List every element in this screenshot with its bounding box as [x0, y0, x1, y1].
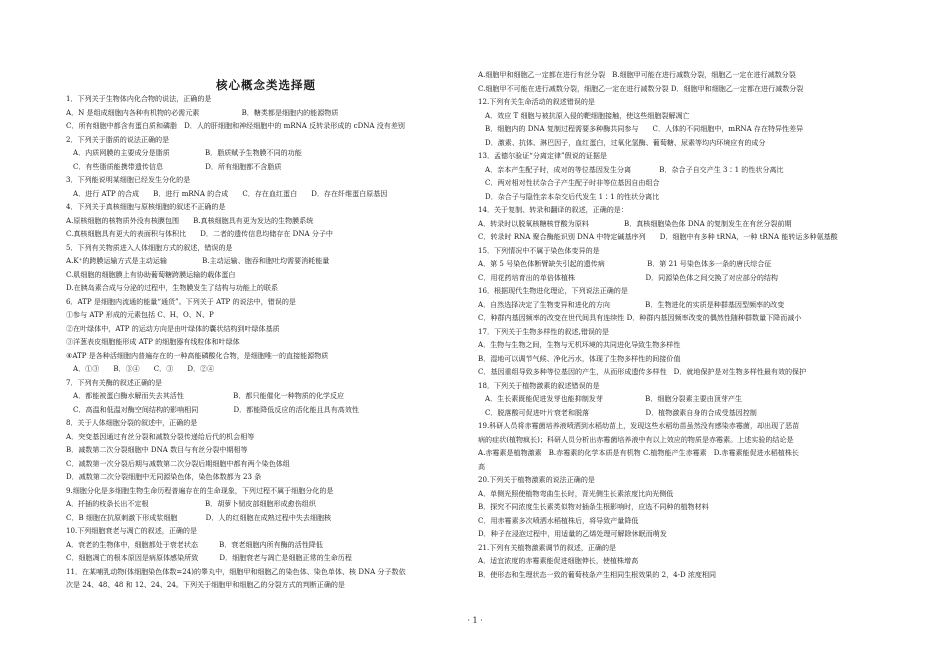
left-text-line: C．B 细胞在抗原刺激下形成浆细胞 D．人的红细胞在成熟过程中失去细胞核: [66, 512, 332, 522]
right-text-line: A．第 5 号染色体断臂缺失引起的遗传病 B．第 21 号染色体多一条的唐氏综合征: [478, 259, 772, 268]
left-text-line: ①参与 ATP 形成的元素包括 C、H、O、N、P: [66, 310, 214, 319]
right-text-line: 16．根据现代生物进化理论，下列说法正确的是: [478, 286, 628, 295]
right-text-line: C．转录时 RNA 聚合酶能识别 DNA 中特定碱基序列 D．细胞中有多种 tRNA，一种 tRNA 能转运多种氨基酸: [478, 232, 838, 241]
right-text-line: 病的症状(植物疯长)；科研人员分析出赤霉菌培养液中有以上效应的物质是赤霉素。上述实验的结论是: [478, 434, 794, 444]
document-title: 核心概念类选择题: [216, 78, 316, 92]
left-text-line: 6．ATP 是细胞内流通的能量“通货”。下列关于 ATP 的说法中，错误的是: [66, 296, 296, 306]
left-text-line: A．进行 ATP 的合成 B．进行 mRNA 的合成 C．存在血红蛋白 D．存在纤维蛋白原基因: [66, 188, 388, 198]
right-text-line: D．杂合子与隐性亲本杂交后代发生 1∶1 的性状分离比: [478, 191, 660, 201]
left-text-line: A．N 是组成细胞内各种有机物的必需元素 B．糖类都是细胞内的能源物质: [66, 107, 339, 117]
right-text-line: 20.下列关于植物激素的说法正确的是: [478, 475, 595, 484]
right-text-line: B．使形态和生理状态一致的葡萄枝条产生相同生根效果的 2，4-D 浓度相同: [478, 569, 717, 579]
left-text-line: C．高温和低温对酶空间结构的影响相同 D．都能降低反应的活化能且具有高效性: [66, 404, 359, 414]
right-text-line: C．基因重组导致多种等位基因的产生，从而形成遗传多样性 D．就地保护是对生物多样性最有效的保护: [478, 367, 807, 376]
left-text-line: A．衰老的生物体中，细胞都处于衰老状态 B．衰老细胞内所有酶的活性降低: [66, 539, 323, 549]
left-text-line: 5．下列有关物质进入人体细胞方式的叙述，错误的是: [66, 242, 233, 252]
right-text-line: 18．下列关于植物激素的叙述错误的是: [478, 380, 600, 390]
left-text-line: A．都能被蛋白酶水解而失去其活性 B．都只能催化一种物质的化学反应: [66, 391, 345, 400]
left-text-line: D.在胰岛素合成与分泌的过程中，生物膜发生了结构与功能上的联系: [66, 283, 278, 292]
left-text-line: C．细胞凋亡的根本原因是病原体感染所致 D．细胞衰老与凋亡是细胞正常的生命历程: [66, 553, 352, 562]
left-text-line: 9.细胞分化是多细胞生物生命历程普遍存在的生命现象，下列过程不属于细胞分化的是: [66, 485, 334, 495]
left-text-line: 10.下列细胞衰老与凋亡的叙述，正确的是: [66, 526, 198, 535]
left-text-line: C．减数第一次分裂后期与减数第二次分裂后期细胞中都有两个染色体组: [66, 458, 290, 468]
right-text-line: 17．下列关于生物多样性的叙述,错误的是: [478, 326, 610, 336]
right-text-line: 高: [478, 461, 486, 471]
left-text-line: 3．下列能说明某细胞已经发生分化的是: [66, 175, 191, 184]
right-text-line: A．适宜浓度的赤霉素能促进细胞伸长，使植株增高: [478, 556, 639, 565]
right-text-line: A．转录时以脱氧核糖核苷酸为原料 B．真核细胞染色体 DNA 的复制发生在有丝分裂前期: [478, 218, 792, 228]
left-text-line: A．扦插的枝条长出不定根 B．胡萝卜韧皮部细胞形成愈伤组织: [66, 499, 316, 508]
right-text-line: C．用花药培育出的单倍体植株 D．同源染色体之间交换了对应部分的结构: [478, 272, 778, 282]
left-text-line: A.原核细胞的核物质外没有核膜包围 B.真核细胞具有更为发达的生物膜系统: [66, 215, 314, 225]
right-text-line: C.细胞甲不可能在进行减数分裂，细胞乙一定在进行减数分裂 D．细胞甲和细胞乙一定都在进行减数分裂: [478, 83, 804, 93]
left-text-line: 11．在某哺乳动物(体细胞染色体数=24)的睾丸中，细胞甲和细胞乙的染色体、染色单体、核 DNA 分子数依: [66, 566, 406, 576]
right-text-line: A．亲本产生配子时，成对的等位基因发生分离 B．杂合子自交产生 3∶1 的性状分离比: [478, 164, 784, 174]
left-text-line: A．内质网膜的主要成分是脂质 B．脂质赋予生物膜不同的功能: [66, 148, 302, 157]
left-text-line: 次是 24、48、48 和 12、24、24。下列关于细胞甲和细胞乙的分裂方式的判断正确的是: [66, 580, 345, 589]
left-text-line: 4．下列关于真核细胞与原核细胞的叙述不正确的是: [66, 202, 226, 211]
left-text-line: ④ATP 是各种活细胞内普遍存在的一种高能磷酸化合物，是细胞唯一的直接能源物质: [66, 350, 329, 360]
right-text-line: A.赤霉素是植物激素 B.赤霉素的化学本质是有机物 C.植物能产生赤霉素 D.赤霉素能促进水稻植株长: [478, 448, 799, 457]
left-text-line: A．①③ B．③④ C．③ D．②④: [66, 364, 215, 373]
right-text-line: A．自然选择决定了生物变异和进化的方向 B．生物进化的实质是种群基因型频率的改变: [478, 299, 785, 309]
right-text-line: A．生物与生物之间，生物与无机环境的共同进化导致生物多样性: [478, 340, 681, 349]
left-text-line: B．减数第二次分裂细胞中 DNA 数目与有丝分裂中期相等: [66, 445, 248, 454]
left-text-line: 1．下列关于生物体内化合物的说法，正确的是: [66, 94, 212, 103]
right-text-line: A．生长素既能促进发芽也能抑制发芽 B．细胞分裂素主要由顶芽产生: [478, 394, 742, 403]
right-text-line: C．脱落酸可促进叶片衰老和脱落 D．植物激素自身的合成受基因控制: [478, 407, 757, 417]
right-text-line: D．种子在浸泡过程中，用适量的乙烯处理可解除休眠而萌发: [478, 529, 667, 538]
right-text-line: A．单侧光照使植物弯曲生长时，背光侧生长素浓度比向光侧低: [478, 488, 674, 498]
page-number: · 1 ·: [467, 616, 483, 625]
right-text-line: 12.下列有关生命活动的叙述错误的是: [478, 97, 595, 106]
left-text-line: 7．下列有关酶的叙述正确的是: [66, 377, 163, 387]
right-text-line: 19.科研人员将赤霉菌培养液喷洒到水稻幼苗上，发现这些水稻幼苗虽然没有感染赤霉菌，却出现了恶苗: [478, 421, 800, 430]
left-text-line: D．减数第二次分裂细胞中无同源染色体，染色体数都为 23 条: [66, 472, 262, 481]
left-text-line: C.真核细胞具有更大的表面积与体积比 D．二者的遗传信息均储存在 DNA 分子中: [66, 229, 333, 238]
left-text-line: 2．下列关于脂质的说法正确的是: [66, 134, 170, 144]
left-text-line: ③洋葱表皮细胞能形成 ATP 的细胞器有线粒体和叶绿体: [66, 337, 240, 346]
left-text-line: C．所有细胞中都含有蛋白质和磷脂 D．人的肝细胞和神经细胞中的 mRNA 反转录形成的 cDNA 没有差别: [66, 121, 405, 130]
right-text-line: 14．关于复制、转录和翻译的叙述，正确的是：: [478, 205, 628, 214]
right-text-line: D．激素、抗体、淋巴因子，血红蛋白，过氧化氢酶、葡萄糖、尿素等均内环境应有的成分: [478, 137, 766, 147]
left-text-line: A.K⁺的跨膜运输方式是主动运输 B.主动运输、胞吞和胞吐均需要消耗能量: [66, 256, 330, 265]
left-text-line: A．突变基因通过有丝分裂和减数分裂传递给后代的机会相等: [66, 431, 255, 441]
right-text-line: C．用赤霉素多次喷洒水稻植株后，将导致产量降低: [478, 515, 639, 525]
right-text-line: A．效应 T 细胞与被抗原入侵的靶细胞接触，使这些细胞裂解凋亡: [478, 110, 690, 120]
right-text-line: B．细胞内的 DNA 复制过程需要多种酶共同参与 C．人体的不同细胞中，mRNA 存在特异性差异: [478, 124, 804, 133]
left-text-line: C．有些脂质能携带遗传信息 D．所有细胞都不含脂质: [66, 161, 282, 171]
right-text-line: B．湿地可以调节气候、净化污水，体现了生物多样性的间接价值: [478, 353, 681, 363]
right-text-line: B．探究不同浓度生长素类似物对插条生根影响时，应选不同种的植物材料: [478, 502, 709, 511]
right-text-line: C．种群内基因频率的改变在世代间具有连续性 D．种群内基因频率改变的偶然性随种群数量下降而减小: [478, 313, 802, 322]
right-text-line: 15．下列情况中不属于染色体变异的是: [478, 245, 600, 255]
right-text-line: C．两对相对性状杂合子产生配子时非等位基因自由组合: [478, 178, 660, 187]
left-text-line: 8．关于人体细胞分裂的叙述中，正确的是: [66, 418, 198, 427]
left-text-line: C.肌细胞的细胞膜上有协助葡萄糖跨膜运输的载体蛋白: [66, 269, 236, 279]
right-text-line: 21.下列有关植物激素调节的叙述，正确的是: [478, 542, 617, 552]
right-text-line: A.细胞甲和细胞乙一定都在进行有丝分裂 B.细胞甲可能在进行减数分裂，细胞乙一定在进行减数分裂: [478, 70, 796, 79]
left-text-line: ②在叶绿体中，ATP 的运动方向是由叶绿体的囊状结构到叶绿体基质: [66, 323, 280, 333]
right-text-line: 13．孟德尔验证“分离定律”假说的证据是: [478, 151, 607, 160]
